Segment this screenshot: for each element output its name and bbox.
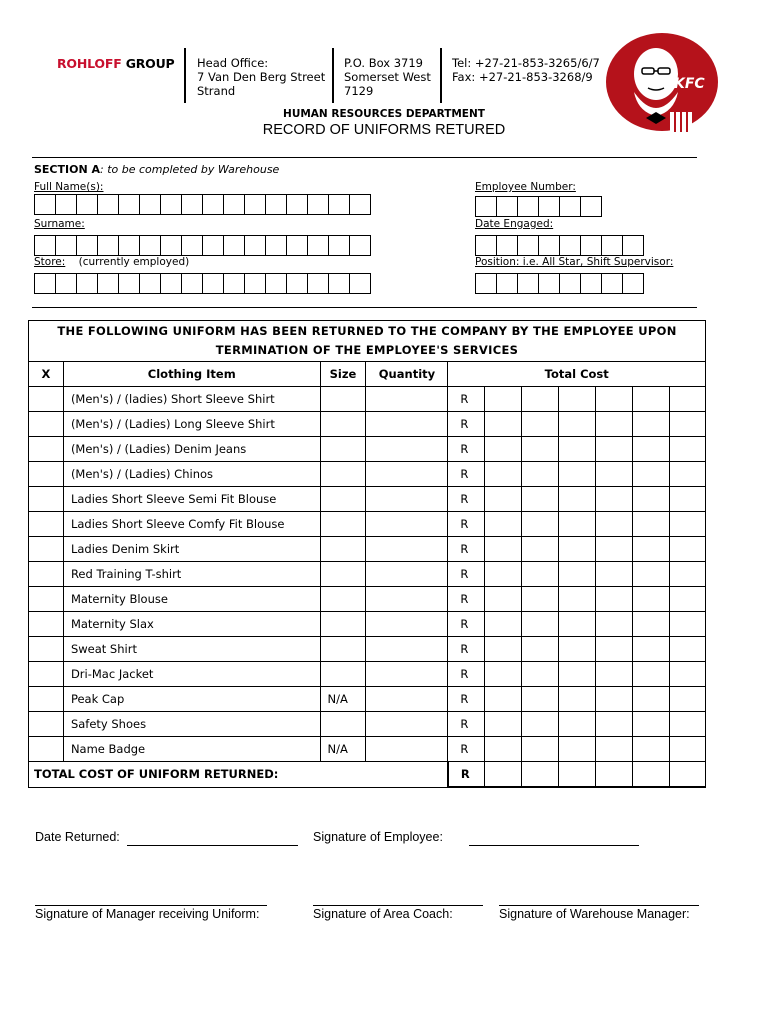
total-row (29, 762, 706, 788)
total-label: TOTAL COST OF UNIFORM RETURNED: (29, 762, 448, 788)
cost-digit-cell[interactable] (596, 737, 633, 762)
cost-digit-cell[interactable] (596, 462, 633, 487)
row-checkbox[interactable] (29, 412, 64, 437)
total-cell[interactable] (633, 762, 670, 788)
quantity-cell[interactable] (366, 462, 448, 487)
quantity-cell[interactable] (366, 562, 448, 587)
cost-digit-cell[interactable] (596, 387, 633, 412)
quantity-cell[interactable] (366, 487, 448, 512)
cost-digit-cell[interactable] (596, 412, 633, 437)
clothing-item: Peak Cap (63, 687, 320, 712)
cost-digit-cell[interactable] (485, 412, 522, 437)
logo-text: KFC (674, 76, 705, 92)
date-returned-line[interactable] (127, 845, 298, 846)
sig-warehouse-label: Signature of Warehouse Manager: (499, 907, 690, 921)
table-row (29, 387, 706, 412)
store-note: (currently employed) (78, 256, 190, 268)
cost-digit-cell[interactable] (559, 687, 596, 712)
size-cell[interactable] (320, 587, 366, 612)
quantity-cell[interactable] (366, 737, 448, 762)
uniform-table (28, 320, 706, 788)
employee-number-label: Employee Number: (475, 181, 576, 193)
cost-digit-cell[interactable] (559, 712, 596, 737)
quantity-cell[interactable] (366, 712, 448, 737)
col-qty-header: Quantity (366, 362, 448, 387)
col-size-header: Size (320, 362, 366, 387)
size-cell[interactable]: N/A (320, 687, 366, 712)
divider (332, 48, 334, 103)
currency-cell: R (448, 412, 485, 437)
size-cell[interactable] (320, 662, 366, 687)
sig-employee-line[interactable] (469, 845, 639, 846)
size-cell[interactable] (320, 712, 366, 737)
col-cost-header: Total Cost (448, 362, 706, 387)
quantity-cell[interactable] (366, 512, 448, 537)
table-heading-row (29, 321, 706, 362)
cost-digit-cell[interactable] (485, 387, 522, 412)
date-returned-label: Date Returned: (35, 830, 120, 844)
cost-digit-cell[interactable] (670, 587, 706, 612)
row-checkbox[interactable] (29, 487, 64, 512)
row-checkbox[interactable] (29, 562, 64, 587)
currency-cell: R (448, 637, 485, 662)
row-checkbox[interactable] (29, 737, 64, 762)
table-row (29, 587, 706, 612)
po-town: Somerset West (344, 70, 431, 84)
row-checkbox[interactable] (29, 662, 64, 687)
currency-cell: R (448, 712, 485, 737)
currency-cell: R (448, 437, 485, 462)
size-cell[interactable] (320, 387, 366, 412)
cost-digit-cell[interactable] (670, 687, 706, 712)
section-label: SECTION A (34, 163, 101, 176)
clothing-item: Name Badge (63, 737, 320, 762)
cost-digit-cell[interactable] (559, 662, 596, 687)
cost-digit-cell[interactable] (522, 412, 559, 437)
table-row (29, 662, 706, 687)
currency-cell: R (448, 512, 485, 537)
table-heading-line-1: THE FOLLOWING UNIFORM HAS BEEN RETURNED TO THE COMPANY BY THE EMPLOYEE UPON (57, 324, 677, 338)
clothing-item: Ladies Denim Skirt (63, 537, 320, 562)
cost-digit-cell[interactable] (670, 512, 706, 537)
cost-digit-cell[interactable] (522, 637, 559, 662)
cost-digit-cell[interactable] (485, 437, 522, 462)
head-office-block (197, 56, 325, 98)
cost-digit-cell[interactable] (633, 612, 670, 637)
cost-digit-cell[interactable] (485, 562, 522, 587)
cost-digit-cell[interactable] (522, 737, 559, 762)
date-engaged-input[interactable] (475, 235, 643, 256)
cost-digit-cell[interactable] (522, 612, 559, 637)
cost-digit-cell[interactable] (559, 462, 596, 487)
size-cell[interactable] (320, 512, 366, 537)
po-box-block (344, 56, 431, 98)
cost-digit-cell[interactable] (633, 587, 670, 612)
quantity-cell[interactable] (366, 637, 448, 662)
sig-manager-label: Signature of Manager receiving Uniform: (35, 907, 260, 921)
quantity-cell[interactable] (366, 537, 448, 562)
cost-digit-cell[interactable] (633, 562, 670, 587)
cost-digit-cell[interactable] (485, 637, 522, 662)
cost-digit-cell[interactable] (670, 487, 706, 512)
cost-digit-cell[interactable] (559, 537, 596, 562)
cost-digit-cell[interactable] (633, 487, 670, 512)
sig-employee-label: Signature of Employee: (313, 830, 443, 844)
currency-cell: R (448, 687, 485, 712)
sig-manager-line[interactable] (35, 905, 267, 906)
table-heading-line-2: TERMINATION OF THE EMPLOYEE'S SERVICES (215, 343, 519, 357)
store-label: Store: (34, 256, 66, 268)
size-cell[interactable] (320, 562, 366, 587)
fax: Fax: +27-21-853-3268/9 (452, 70, 593, 84)
po-box: P.O. Box 3719 (344, 56, 423, 70)
table-row (29, 712, 706, 737)
cost-digit-cell[interactable] (670, 462, 706, 487)
size-cell[interactable] (320, 462, 366, 487)
col-item-header: Clothing Item (63, 362, 320, 387)
cost-digit-cell[interactable] (670, 662, 706, 687)
quantity-cell[interactable] (366, 612, 448, 637)
tel: Tel: +27-21-853-3265/6/7 (452, 56, 600, 70)
cost-digit-cell[interactable] (670, 387, 706, 412)
cost-digit-cell[interactable] (596, 587, 633, 612)
cost-digit-cell[interactable] (633, 537, 670, 562)
cost-digit-cell[interactable] (559, 512, 596, 537)
cost-digit-cell[interactable] (485, 737, 522, 762)
company-name (57, 56, 175, 71)
row-checkbox[interactable] (29, 637, 64, 662)
total-cell[interactable] (485, 762, 522, 788)
cost-digit-cell[interactable] (633, 462, 670, 487)
clothing-item: (Men's) / (ladies) Short Sleeve Shirt (63, 387, 320, 412)
cost-digit-cell[interactable] (596, 637, 633, 662)
rule (32, 157, 697, 158)
cost-digit-cell[interactable] (596, 537, 633, 562)
cost-digit-cell[interactable] (596, 437, 633, 462)
cost-digit-cell[interactable] (522, 662, 559, 687)
sig-area-coach-label: Signature of Area Coach: (313, 907, 453, 921)
cost-digit-cell[interactable] (596, 712, 633, 737)
total-underline (448, 786, 706, 787)
store-input[interactable] (34, 273, 370, 294)
sig-area-coach-line[interactable] (313, 905, 483, 906)
cost-digit-cell[interactable] (596, 612, 633, 637)
cost-digit-cell[interactable] (485, 537, 522, 562)
head-office-label: Head Office: (197, 56, 269, 70)
size-cell[interactable]: N/A (320, 737, 366, 762)
currency-cell: R (448, 587, 485, 612)
cost-digit-cell[interactable] (670, 737, 706, 762)
cost-digit-cell[interactable] (522, 687, 559, 712)
clothing-item: Safety Shoes (63, 712, 320, 737)
currency-cell: R (448, 462, 485, 487)
row-checkbox[interactable] (29, 387, 64, 412)
row-checkbox[interactable] (29, 712, 64, 737)
table-row (29, 687, 706, 712)
total-cell[interactable] (522, 762, 559, 788)
cost-digit-cell[interactable] (670, 612, 706, 637)
cost-digit-cell[interactable] (522, 537, 559, 562)
cost-digit-cell[interactable] (522, 437, 559, 462)
cost-digit-cell[interactable] (596, 487, 633, 512)
row-checkbox[interactable] (29, 587, 64, 612)
row-checkbox[interactable] (29, 687, 64, 712)
cost-digit-cell[interactable] (485, 712, 522, 737)
clothing-item: Dri-Mac Jacket (63, 662, 320, 687)
clothing-item: Sweat Shirt (63, 637, 320, 662)
row-checkbox[interactable] (29, 462, 64, 487)
cost-digit-cell[interactable] (670, 537, 706, 562)
total-cell[interactable] (559, 762, 596, 788)
table-row (29, 437, 706, 462)
currency-cell: R (448, 487, 485, 512)
cost-digit-cell[interactable] (522, 462, 559, 487)
cost-digit-cell[interactable] (670, 437, 706, 462)
cost-digit-cell[interactable] (633, 512, 670, 537)
table-row (29, 462, 706, 487)
total-cell[interactable] (670, 762, 706, 788)
surname-label: Surname: (34, 218, 85, 230)
surname-input[interactable] (34, 235, 370, 256)
cost-digit-cell[interactable] (633, 687, 670, 712)
cost-digit-cell[interactable] (633, 387, 670, 412)
store-label-row (34, 256, 189, 268)
cost-digit-cell[interactable] (485, 487, 522, 512)
quantity-cell[interactable] (366, 437, 448, 462)
employee-number-input[interactable] (475, 196, 601, 217)
cost-digit-cell[interactable] (559, 487, 596, 512)
cost-digit-cell[interactable] (485, 587, 522, 612)
table-row (29, 562, 706, 587)
clothing-item: Maternity Slax (63, 612, 320, 637)
currency-cell: R (448, 387, 485, 412)
cost-digit-cell[interactable] (559, 387, 596, 412)
table-row (29, 737, 706, 762)
divider (440, 48, 442, 103)
cost-digit-cell[interactable] (559, 562, 596, 587)
quantity-cell[interactable] (366, 662, 448, 687)
currency-cell: R (448, 562, 485, 587)
table-row (29, 512, 706, 537)
total-cell[interactable] (596, 762, 633, 788)
total-currency: R (448, 762, 485, 788)
cost-digit-cell[interactable] (596, 512, 633, 537)
size-cell[interactable] (320, 487, 366, 512)
quantity-cell[interactable] (366, 687, 448, 712)
table-row (29, 612, 706, 637)
row-checkbox[interactable] (29, 512, 64, 537)
contact-block (452, 56, 600, 84)
department: HUMAN RESOURCES DEPARTMENT (283, 108, 485, 120)
cost-digit-cell[interactable] (559, 637, 596, 662)
cost-digit-cell[interactable] (522, 587, 559, 612)
rule (32, 307, 697, 308)
clothing-item: Red Training T-shirt (63, 562, 320, 587)
company-suffix: GROUP (121, 56, 175, 71)
cost-digit-cell[interactable] (633, 737, 670, 762)
size-cell[interactable] (320, 437, 366, 462)
cost-digit-cell[interactable] (633, 637, 670, 662)
size-cell[interactable] (320, 537, 366, 562)
cost-digit-cell[interactable] (522, 712, 559, 737)
quantity-cell[interactable] (366, 412, 448, 437)
cost-digit-cell[interactable] (522, 512, 559, 537)
table-row (29, 537, 706, 562)
row-checkbox[interactable] (29, 537, 64, 562)
section-a-heading (34, 163, 279, 176)
cost-digit-cell[interactable] (670, 712, 706, 737)
head-office-street: 7 Van Den Berg Street (197, 70, 326, 84)
cost-digit-cell[interactable] (559, 612, 596, 637)
cost-digit-cell[interactable] (596, 662, 633, 687)
currency-cell: R (448, 737, 485, 762)
cost-digit-cell[interactable] (559, 737, 596, 762)
col-x-header: X (29, 362, 64, 387)
cost-digit-cell[interactable] (485, 662, 522, 687)
full-names-label: Full Name(s): (34, 181, 104, 193)
column-header-row (29, 362, 706, 387)
sig-warehouse-line[interactable] (499, 905, 699, 906)
cost-digit-cell[interactable] (670, 637, 706, 662)
cost-digit-cell[interactable] (559, 412, 596, 437)
cost-digit-cell[interactable] (670, 412, 706, 437)
size-cell[interactable] (320, 612, 366, 637)
cost-digit-cell[interactable] (559, 437, 596, 462)
clothing-item: Ladies Short Sleeve Semi Fit Blouse (63, 487, 320, 512)
cost-digit-cell[interactable] (670, 562, 706, 587)
position-input[interactable] (475, 273, 643, 294)
section-instruction: : to be completed by Warehouse (100, 163, 280, 176)
cost-digit-cell[interactable] (633, 437, 670, 462)
table-row (29, 487, 706, 512)
cost-digit-cell[interactable] (485, 612, 522, 637)
currency-cell: R (448, 662, 485, 687)
clothing-item: Maternity Blouse (63, 587, 320, 612)
cost-digit-cell[interactable] (596, 687, 633, 712)
quantity-cell[interactable] (366, 587, 448, 612)
row-checkbox[interactable] (29, 612, 64, 637)
clothing-item: (Men's) / (Ladies) Long Sleeve Shirt (63, 412, 320, 437)
cost-digit-cell[interactable] (485, 462, 522, 487)
clothing-item: (Men's) / (Ladies) Denim Jeans (63, 437, 320, 462)
quantity-cell[interactable] (366, 387, 448, 412)
clothing-item: Ladies Short Sleeve Comfy Fit Blouse (63, 512, 320, 537)
po-code: 7129 (344, 84, 374, 98)
table-row (29, 637, 706, 662)
company-prefix: ROHLOFF (57, 56, 122, 71)
currency-cell: R (448, 612, 485, 637)
cost-digit-cell[interactable] (633, 662, 670, 687)
cost-digit-cell[interactable] (522, 562, 559, 587)
cost-digit-cell[interactable] (485, 512, 522, 537)
full-names-input[interactable] (34, 194, 370, 215)
table-heading (29, 321, 706, 362)
cost-digit-cell[interactable] (522, 387, 559, 412)
page-title: RECORD OF UNIFORMS RETURED (262, 122, 506, 138)
divider (184, 48, 186, 103)
position-label: Position: i.e. All Star, Shift Supervisor: (475, 256, 674, 268)
cost-digit-cell[interactable] (633, 412, 670, 437)
head-office-town: Strand (197, 84, 236, 98)
cost-digit-cell[interactable] (485, 687, 522, 712)
cost-digit-cell[interactable] (559, 587, 596, 612)
date-engaged-label: Date Engaged: (475, 218, 554, 230)
cost-digit-cell[interactable] (633, 712, 670, 737)
size-cell[interactable] (320, 637, 366, 662)
cost-digit-cell[interactable] (596, 562, 633, 587)
cost-digit-cell[interactable] (522, 487, 559, 512)
clothing-item: (Men's) / (Ladies) Chinos (63, 462, 320, 487)
row-checkbox[interactable] (29, 437, 64, 462)
currency-cell: R (448, 537, 485, 562)
size-cell[interactable] (320, 412, 366, 437)
table-row (29, 412, 706, 437)
